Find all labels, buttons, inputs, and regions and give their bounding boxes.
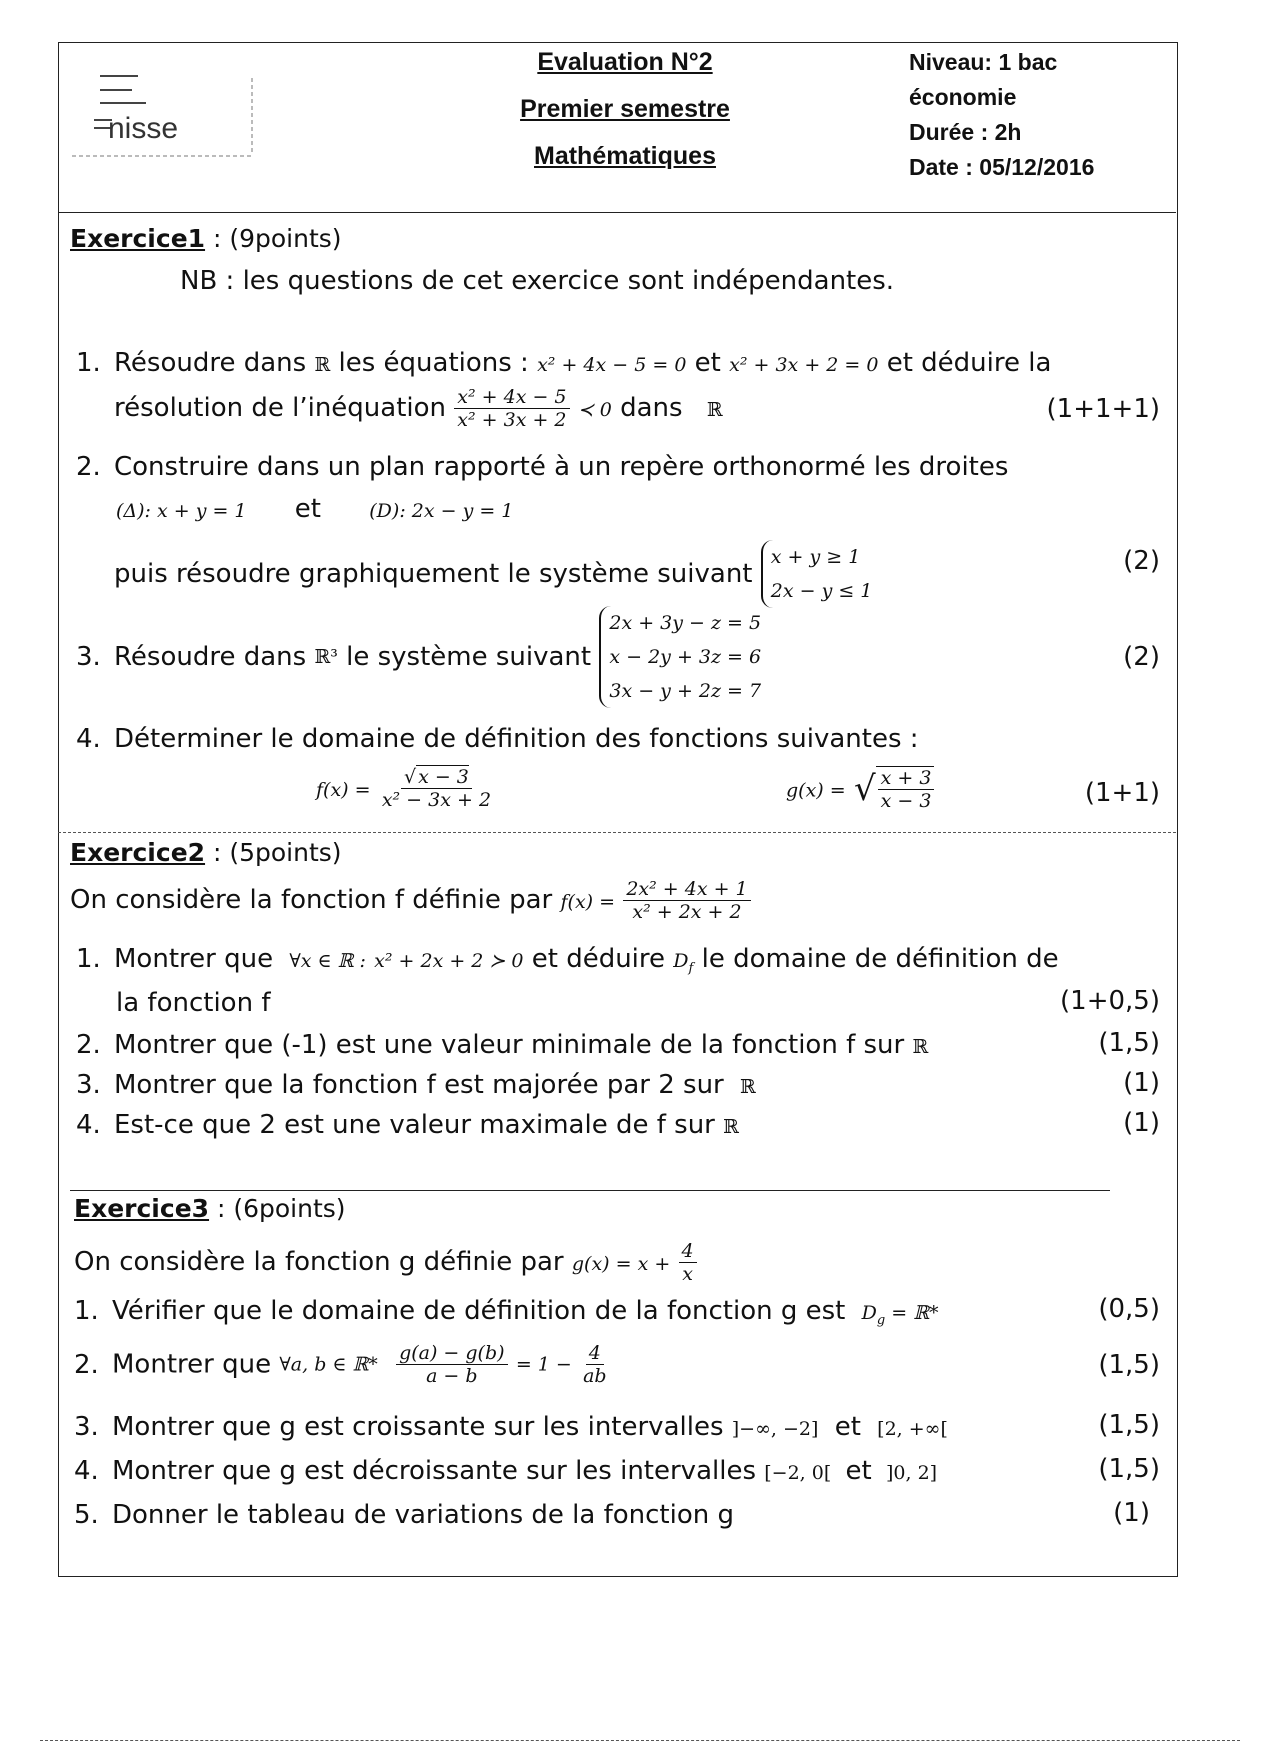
duration-line: Durée : 2h: [909, 119, 1022, 145]
ex2-q3-set: ℝ: [740, 1076, 756, 1098]
ex1-q3-number: 3.: [76, 642, 101, 672]
ex1-q4-number: 4.: [76, 724, 101, 754]
system-row: 3x − y + 2z = 7: [609, 680, 762, 702]
fraction-denominator: ab: [583, 1365, 607, 1387]
level-line: Niveau: 1 bac: [909, 49, 1058, 75]
ex1-q1-equation-1: x² + 4x − 5 = 0: [537, 354, 687, 376]
ex2-q1-line1: [76, 942, 1059, 986]
ex3-q3-et: et: [834, 1412, 861, 1442]
fraction-numerator: x − 3: [418, 766, 469, 788]
ex1-q1-line1: [76, 346, 1051, 382]
ex1-q1-equation-2: x² + 3x + 2 = 0: [729, 354, 879, 376]
exercise2-heading: [70, 838, 342, 867]
ex1-q1-set-r: ℝ: [314, 354, 331, 376]
ex1-q2-text: Construire dans un plan rapporté à un repère orthonormé les droites: [114, 452, 1009, 482]
exercise2-points: : (5points): [205, 838, 342, 867]
ex1-q4-f-lhs: f(x) =: [316, 779, 371, 801]
ex3-q2-text: Montrer que: [112, 1349, 272, 1380]
ex3-q4-text: Montrer que g est décroissante sur les intervalles: [112, 1456, 756, 1486]
ex2-q1-text-b: et déduire: [531, 944, 666, 974]
ex3-q2-left-fraction: [396, 1342, 507, 1387]
system-row: 2x + 3y − z = 5: [609, 612, 762, 634]
ex1-q1-points: (1+1+1): [1046, 394, 1160, 424]
ex1-q2-line3: [114, 540, 872, 608]
fraction-denominator: x − 3: [880, 790, 932, 812]
system-row: x − 2y + 3z = 6: [609, 646, 762, 668]
ex1-q1-inequation-tail: ≺ 0: [577, 399, 612, 421]
logo-text: nisse: [108, 112, 179, 145]
ex3-q5-line: [74, 1498, 734, 1532]
ex1-q4-text: Déterminer le domaine de définition des fonctions suivantes :: [114, 724, 919, 754]
ex2-q4-line: [76, 1108, 739, 1144]
subject-title: Mathématiques: [534, 142, 716, 170]
system-row: x + y ≥ 1: [770, 546, 861, 568]
ex2-q1-points: (1+0,5): [1060, 986, 1160, 1016]
ex1-q4-f: [316, 766, 494, 811]
exercise-divider-2: [70, 1190, 1110, 1191]
ex3-q3-interval-1: ]−∞, −2]: [731, 1418, 819, 1440]
ex2-q1-text-d: la fonction f: [116, 988, 271, 1018]
ex1-q4-line: [76, 722, 919, 756]
ex1-q3-system: [599, 606, 761, 708]
exercise3-heading: [74, 1194, 346, 1223]
ex2-q4-points: (1): [1123, 1108, 1160, 1138]
ex2-q2-number: 2.: [76, 1030, 101, 1060]
ex2-q2-line: [76, 1028, 928, 1064]
fraction-denominator: x² + 3x + 2: [457, 409, 567, 431]
date-line: Date : 05/12/2016: [909, 154, 1095, 180]
ex2-q2-points: (1,5): [1098, 1028, 1160, 1058]
ex1-q2-number: 2.: [76, 452, 101, 482]
ex3-q4-points: (1,5): [1098, 1454, 1160, 1484]
fraction-numerator: x + 3: [878, 767, 935, 790]
fraction-numerator: 4: [679, 1240, 697, 1263]
ex1-q4-g-fraction: [876, 766, 935, 812]
exercise3-points: : (6points): [209, 1194, 346, 1223]
fraction-numerator: 2x² + 4x + 1: [623, 878, 750, 901]
ex1-q1-text-a: Résoudre dans: [114, 348, 307, 378]
ex3-q3-line: [74, 1410, 948, 1446]
ex1-q2-system: [761, 540, 873, 608]
evaluation-title: Evaluation N°2: [537, 48, 713, 76]
ex3-g-lhs: g(x) = x +: [571, 1253, 671, 1275]
ex2-q3-number: 3.: [76, 1070, 101, 1100]
ex1-q2-line-d: (D): 2x − y = 1: [369, 500, 514, 522]
ex1-q1-number: 1.: [76, 348, 101, 378]
ex1-q1-text-b: les équations :: [338, 348, 529, 378]
exercise-divider-1: [58, 832, 1176, 833]
ex3-q3-text: Montrer que g est croissante sur les intervalles: [112, 1412, 724, 1442]
ex1-q1-line2: [114, 386, 723, 431]
ex3-q4-number: 4.: [74, 1456, 99, 1486]
ex1-q2-lines: [116, 492, 513, 528]
ex2-q2-set: ℝ: [912, 1036, 929, 1058]
ex3-q1-dg-rhs: = ℝ*: [891, 1302, 939, 1324]
ex1-q4-points: (1+1): [1084, 778, 1160, 808]
ex2-intro: [70, 878, 751, 923]
ex2-q1-text-c: le domaine de définition de: [701, 944, 1059, 974]
ex3-q2-points: (1,5): [1098, 1350, 1160, 1380]
ex3-q1-dg-sub: g: [876, 1312, 886, 1328]
ex3-q5-text: Donner le tableau de variations de la fonction g: [112, 1500, 734, 1530]
ex3-q2-line: [74, 1342, 610, 1387]
ex1-q3-text-b: le système suivant: [346, 642, 592, 672]
fraction-denominator: x² + 2x + 2: [632, 901, 742, 923]
exercise3-title: Exercice3: [74, 1194, 210, 1223]
exercise2-title: Exercice2: [70, 838, 206, 867]
ex1-q3-text-a: Résoudre dans: [114, 642, 307, 672]
track-line: économie: [909, 84, 1017, 110]
ex3-q1-dg: D: [861, 1302, 877, 1324]
ex2-q1-df-sub: f: [688, 960, 694, 976]
ex3-intro: [74, 1240, 697, 1285]
ex1-q3-points: (2): [1123, 642, 1160, 672]
exercise1-note: NB : les questions de cet exercice sont indépendantes.: [180, 266, 895, 296]
ex1-q2-text2: puis résoudre graphiquement le système suivant: [114, 559, 753, 589]
ex2-q3-points: (1): [1123, 1068, 1160, 1098]
ex3-q5-points: (1): [1113, 1498, 1150, 1528]
ex2-f-lhs: f(x) =: [560, 891, 616, 913]
ex1-q1-text-d: résolution de l’inéquation: [114, 393, 447, 423]
system-row: 2x − y ≤ 1: [770, 580, 873, 602]
exercise1-points: : (9points): [205, 224, 342, 253]
ex3-q1-text: Vérifier que le domaine de définition de la fonction g est: [112, 1296, 846, 1326]
ex2-intro-text: On considère la fonction f définie par: [70, 885, 553, 915]
ex2-q2-text: Montrer que (-1) est une valeur minimale de la fonction f sur: [114, 1030, 905, 1060]
exercise1-heading: [70, 224, 342, 253]
fraction-numerator: x² + 4x − 5: [454, 386, 569, 409]
ex3-q4-interval-1: [−2, 0[: [764, 1462, 832, 1484]
sqrt-icon: √: [853, 769, 876, 809]
ex1-q4-g-lhs: g(x) =: [786, 779, 846, 802]
ex3-q4-interval-2: ]0, 2]: [886, 1462, 938, 1484]
ex2-q3-text: Montrer que la fonction f est majorée par 2 sur: [114, 1070, 724, 1100]
ex3-intro-text: On considère la fonction g définie par: [74, 1247, 564, 1277]
ex3-q5-number: 5.: [74, 1500, 99, 1530]
ex3-g-fraction: [679, 1240, 697, 1285]
ex3-q2-right-fraction: [580, 1342, 610, 1387]
semester-title: Premier semestre: [520, 95, 730, 123]
ex3-q2-number: 2.: [74, 1349, 99, 1380]
ex3-q4-et: et: [845, 1456, 872, 1486]
ex1-q4-g: [786, 766, 934, 812]
ex3-q2-mid: = 1 −: [515, 1353, 572, 1376]
fraction-denominator: x: [682, 1263, 693, 1285]
ex1-q1-inequation-fraction: [454, 386, 569, 431]
fraction-denominator: a − b: [426, 1365, 478, 1387]
ex1-q2-et: et: [294, 494, 321, 524]
exercise1-title: Exercice1: [70, 224, 206, 253]
bottom-rule: [40, 1740, 1240, 1741]
ex2-f-fraction: [623, 878, 750, 923]
ex2-q1-text-a: Montrer que: [114, 944, 274, 974]
ex1-q1-text-c: et déduire la: [886, 348, 1052, 378]
ex3-q3-number: 3.: [74, 1412, 99, 1442]
ex2-q4-set: ℝ: [723, 1116, 739, 1138]
ex1-q2-points: (2): [1123, 546, 1160, 576]
ex3-q3-interval-2: [2, +∞[: [877, 1418, 948, 1440]
ex2-q1-df: D: [673, 950, 689, 972]
ex3-q4-line: [74, 1454, 937, 1490]
ex3-q1-number: 1.: [74, 1296, 99, 1326]
ex3-q1-line: [74, 1294, 939, 1338]
ex1-q3-set: ℝ³: [314, 646, 338, 668]
fraction-numerator: 4: [586, 1342, 604, 1365]
header-divider: [58, 212, 1176, 213]
ex1-q2-line1: [76, 450, 1008, 484]
ex1-q1-et: et: [694, 348, 721, 378]
fraction-denominator: x² − 3x + 2: [381, 789, 492, 811]
ex1-q4-f-fraction: $\frac{√ x - 3}{\text{x² − 3x + 2}}$: [379, 766, 494, 811]
ex3-q1-points: (0,5): [1098, 1294, 1160, 1324]
ex2-q4-text: Est-ce que 2 est une valeur maximale de f sur: [114, 1110, 715, 1140]
ex2-q3-line: [76, 1068, 756, 1104]
ex3-q2-forall: ∀a, b ∈ ℝ*: [279, 1353, 378, 1376]
ex1-q1-set-r-2: ℝ: [706, 399, 723, 421]
ex1-q3-line: [76, 606, 761, 708]
ex2-q4-number: 4.: [76, 1110, 101, 1140]
fraction-numerator: g(a) − g(b): [396, 1342, 507, 1365]
ex2-q1-number: 1.: [76, 944, 101, 974]
ex2-q1-forall: ∀x ∈ ℝ :: [289, 950, 366, 972]
ex3-q3-points: (1,5): [1098, 1410, 1160, 1440]
ex2-q1-expr: x² + 2x + 2 ≻ 0: [374, 950, 524, 972]
ex1-q1-dans: dans: [620, 393, 683, 423]
ex1-q2-line-delta: (Δ): x + y = 1: [116, 500, 247, 522]
